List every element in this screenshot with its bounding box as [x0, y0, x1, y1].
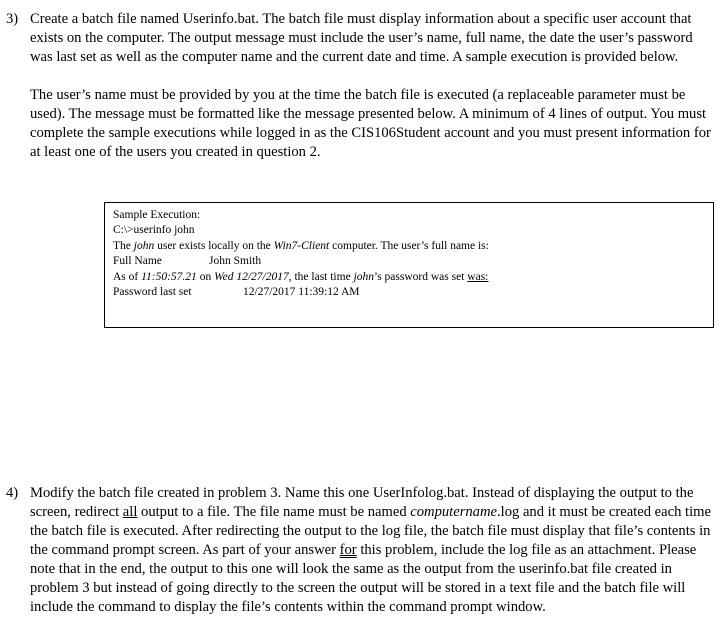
sample-execution-box — [104, 202, 714, 328]
sample-full-name-line: Full Name John Smith — [113, 255, 262, 268]
sample-command: C:\>userinfo john — [113, 224, 195, 237]
question-4 — [6, 484, 714, 617]
question-3 — [6, 10, 714, 162]
sample-heading: Sample Execution: — [113, 209, 201, 221]
question-3-paragraph-2: The user’s name must be provided by you at the time the batch file is executed (a replaceable parameter must be used). The message must be formatted like the message presented below. A minimum of 4 lines of output. You must complete the sample executions while logged in as the CIS106Student account and you must present information for at least one of the users you created in question 2. — [30, 87, 711, 160]
question-4-paragraph: Modify the batch file created in problem 3. Name this one UserInfolog.bat. Instead of displaying the output to the screen, redirect all output to a file. The file name must be named computername.log and it must be created each time the batch file is executed. After redirecting the output to the log file, the batch file must display that file’s contents in the command prompt screen. As part of your answer for this problem, include the log file as an attachment. Please note that in the end, the output to this one will look the same as the output from the userinfo.bat file created in problem 3 but instead of going directly to the screen the output will be stored in a text file and the batch file will include the command to display the file’s contents within the command prompt window. — [30, 485, 711, 615]
question-3-number: 3) — [6, 11, 19, 27]
sample-as-of-line: As of 11:50:57.21 on Wed 12/27/2017, the last time john’s password was set was: — [113, 270, 489, 283]
question-4-number: 4) — [6, 485, 19, 501]
sample-user-exists-line: The john user exists locally on the Win7-Client computer. The user’s full name is: — [113, 239, 489, 252]
question-3-paragraph-1: Create a batch file named Userinfo.bat. The batch file must display information about a specific user account that exists on the computer. The output message must include the user’s name, full name, the date the user’s password was last set as well as the computer name and the current date and time. A sample execution is provided below. — [30, 11, 693, 65]
sample-password-last-set-line: Password last set 12/27/2017 11:39:12 AM — [113, 286, 360, 299]
